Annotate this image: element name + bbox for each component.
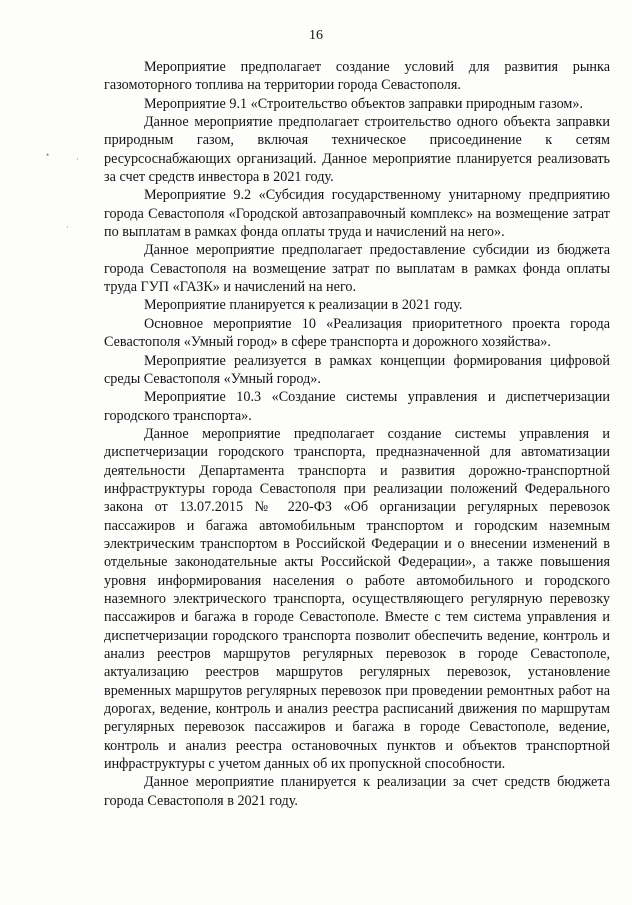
document-body — [104, 58, 610, 810]
paragraph: Мероприятие реализуется в рамках концепции формирования цифровой среды Севастополя «Умный город». — [104, 352, 610, 387]
paragraph: Мероприятие 9.1 «Строительство объектов заправки природным газом». — [144, 95, 584, 112]
paragraph: Данное мероприятие планируется к реализации за счет средств бюджета города Севастополя в 2021 году. — [104, 774, 610, 809]
paragraph: Данное мероприятие предполагает строительство одного объекта заправки природным газом, включая техническое присоединение к сетям ресурсоснабжающих организаций. Данное мероприятие планируется реализовать за счет средств инвестора в 2021 году. — [104, 114, 610, 186]
paragraph: Мероприятие 10.3 «Создание системы управления и диспетчеризации городского транспорта». — [104, 389, 610, 424]
scan-mark: · — [66, 222, 69, 232]
paragraph: Основное мероприятие 10 «Реализация приоритетного проекта города Севастополя «Умный город» в сфере транспорта и дорожного хозяйства». — [104, 315, 610, 351]
paragraph: Мероприятие 9.2 «Субсидия государственному унитарному предприятию города Севастополя «Городской автозаправочный комплекс» на возмещение затрат по выплатам в рамках фонда оплаты труда и начислений на него». — [104, 187, 610, 241]
paragraph: Мероприятие предполагает создание условий для развития рынка газомоторного топлива на территории города Севастополя. — [104, 59, 610, 94]
paragraph: Данное мероприятие предполагает предоставление субсидии из бюджета города Севастополя на возмещение затрат по выплатам в рамках фонда оплаты труда ГУП «ГАЗК» и начислений на него. — [104, 242, 610, 296]
paragraph: Данное мероприятие предполагает создание системы управления и диспетчеризации городского транспорта, предназначенной для автоматизации деятельности Департамента транспорта и развития дорожно-транспортной инфраструктуры города Севастополя при реализации положений Федерального закона от 13.07.2015 № 220-ФЗ «Об организации регулярных перевозок пассажиров и багажа автомобильным транспортом и городским наземным электрическим транспортом в Российской Федерации и о внесении изменений в отдельные законодательные акты Российской Федерации», а также повышения уровня информирования населения о работе автомобильного и городского наземного электрического транспорта, осуществляющего регулярную перевозку пассажиров и багажа в городе Севастополе. Вместе с тем система управления и диспетчеризации городского транспорта позволит обеспечить ведение, контроль и анализ реестров маршрутов регулярных перевозок в городе Севастополе, актуализацию реестров маршрутов регулярных перевозок, установление временных маршрутов регулярных перевозок при проведении ремонтных работ на дорогах, ведение, контроль и анализ реестра расписаний движения по маршрутам регулярных перевозок пассажиров и багажа в городе Севастополе, ведение, контроль и анализ реестра остановочных пунктов и объектов транспортной инфраструктуры с учетом данных об их пропускной способности. — [104, 425, 610, 773]
paragraph: Мероприятие планируется к реализации в 2021 году. — [144, 297, 463, 314]
scan-mark: • — [46, 150, 50, 160]
scan-mark: · — [76, 154, 79, 164]
page-number: 16 — [309, 28, 323, 43]
